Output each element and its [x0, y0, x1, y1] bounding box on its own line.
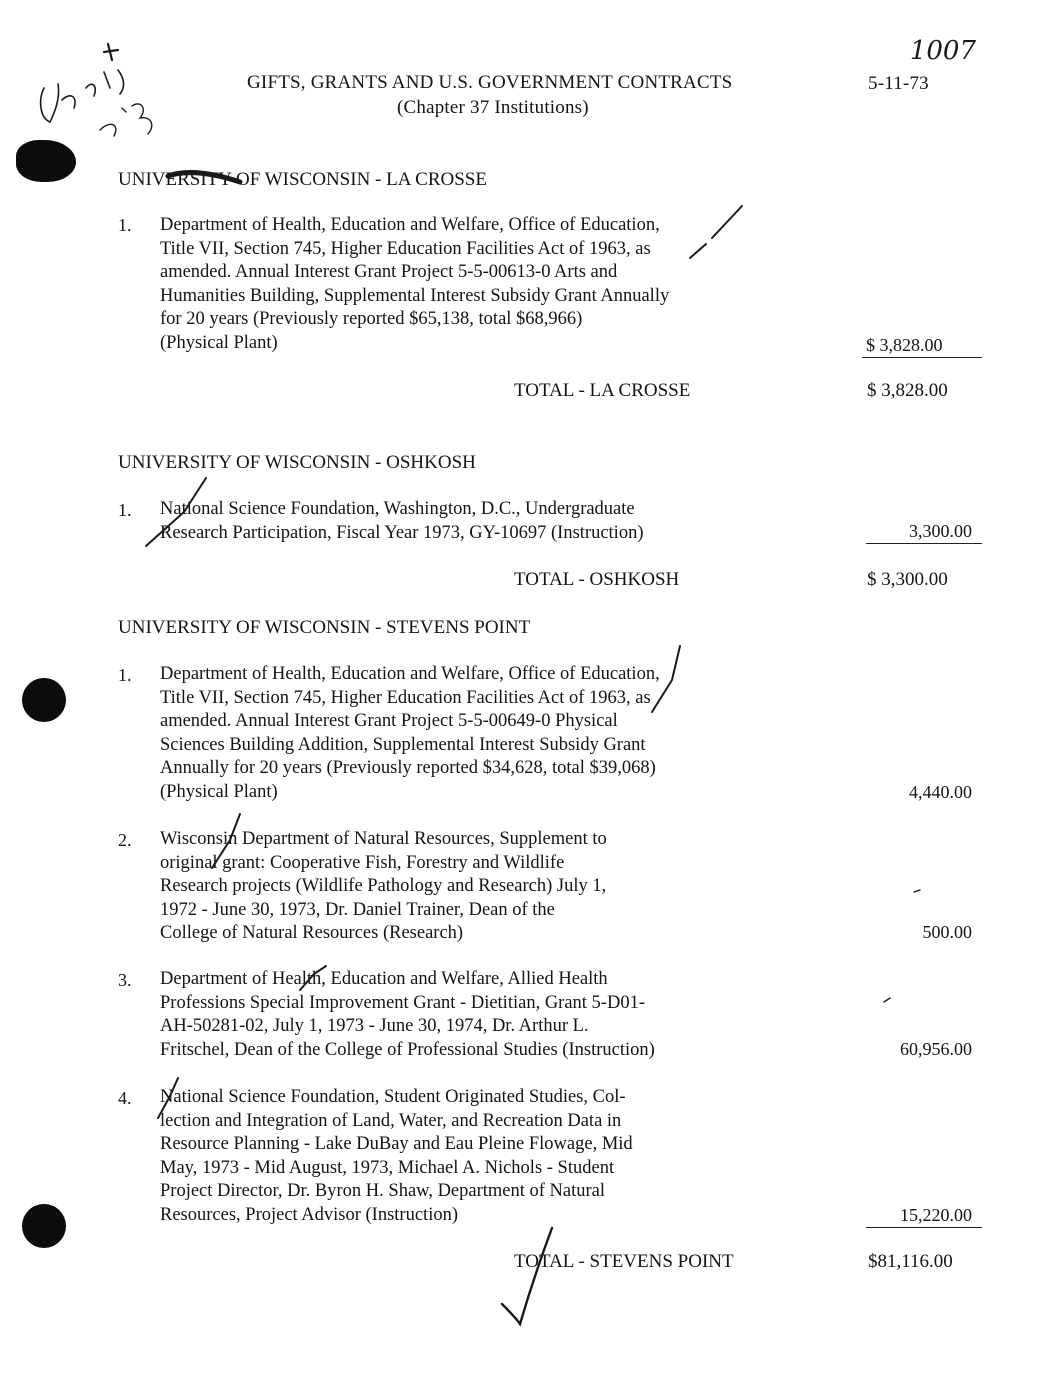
- section-heading-oshkosh: UNIVERSITY OF WISCONSIN - OSHKOSH: [118, 452, 476, 473]
- smudge: [168, 173, 240, 182]
- item-amount: 3,300.00: [862, 521, 982, 544]
- check-mark: [300, 966, 326, 990]
- item-number: 1.: [118, 500, 132, 520]
- item-amount: 500.00: [922, 922, 972, 942]
- stray-mark: [914, 890, 920, 892]
- document-subtitle: (Chapter 37 Institutions): [397, 97, 589, 118]
- check-mark: [146, 478, 206, 546]
- item-description: National Science Foundation, Student Originated Studies, Col- lection and Integration of Land, Water, and Recreation Data in Resource Planning - Lake DuBay and Eau Pleine Flowage, Mid May, 1973 - Mid August, 1973, Michael A. Nichols - Student Project Director, Dr. Byron H. Shaw, Department of Natural Resources, Project Advisor (Instruction): [160, 1087, 633, 1225]
- item-description: Wisconsin Department of Natural Resources, Supplement to original grant: Cooperative Fish, Forestry and Wildlife Research projects (Wildlife Pathology and Research) July 1, 1972 - June 30, 1973, Dr. Daniel Trainer, Dean of the College of Natural Resources (Research): [160, 829, 607, 943]
- check-mark: [212, 814, 240, 868]
- item-amount: $ 3,828.00: [862, 335, 982, 358]
- initials-scribble: [100, 104, 152, 136]
- section-total-amount: $81,116.00: [868, 1251, 953, 1272]
- stray-mark: [884, 998, 890, 1002]
- item-amount: 4,440.00: [909, 782, 972, 802]
- section-total-label: TOTAL - OSHKOSH: [514, 569, 680, 590]
- item-description: Department of Health, Education and Welfare, Allied Health Professions Special Improvement Grant - Dietitian, Grant 5-D01- AH-50281-02, July 1, 1973 - June 30, 1974, Dr. Arthur L. Fritschel, Dean of the College of Professional Studies (Instruction): [160, 969, 655, 1060]
- item-number: 3.: [118, 970, 132, 990]
- item-number: 1.: [118, 665, 132, 685]
- initials-scribble: [104, 44, 118, 60]
- item-number: 2.: [118, 830, 132, 850]
- section-heading-la-crosse: UNIVERSITY OF WISCONSIN - LA CROSSE: [118, 169, 487, 190]
- item-number: 1.: [118, 215, 132, 235]
- section-heading-stevens-point: UNIVERSITY OF WISCONSIN - STEVENS POINT: [118, 617, 531, 638]
- section-total-amount: $ 3,300.00: [867, 569, 948, 590]
- item-description: Department of Health, Education and Welfare, Office of Education, Title VII, Section 745, Higher Education Facilities Act of 1963, as amended. Annual Interest Grant Project 5-5-00649-0 Physical Sciences Building Addition, Supplemental Interest Subsidy Grant Annually for 20 years (Previously reported $34,628, total $39,068) (Physical Plant): [160, 664, 660, 802]
- check-mark: [158, 1078, 178, 1118]
- check-mark: [690, 244, 706, 258]
- initials-scribble: [41, 70, 124, 122]
- document-date: 5-11-73: [868, 73, 929, 94]
- item-amount: 60,956.00: [900, 1039, 972, 1059]
- item-description: Department of Health, Education and Welfare, Office of Education, Title VII, Section 745, Higher Education Facilities Act of 1963, as amended. Annual Interest Grant Project 5-5-00613-0 Arts and Humanities Building, Supplemental Interest Subsidy Grant Annually for 20 years (Previously reported $65,138, total $68,966) (Physical Plant): [160, 215, 670, 353]
- item-description: National Science Foundation, Washington, D.C., Undergraduate Research Participation, Fiscal Year 1973, GY-10697 (Instruction): [160, 499, 644, 543]
- document-title: GIFTS, GRANTS AND U.S. GOVERNMENT CONTRACTS: [247, 72, 733, 93]
- section-total-amount: $ 3,828.00: [867, 380, 948, 401]
- check-mark: [712, 206, 742, 238]
- check-mark: [502, 1228, 552, 1324]
- check-mark: [652, 646, 680, 712]
- section-total-label: TOTAL - LA CROSSE: [514, 380, 691, 401]
- section-total-label: TOTAL - STEVENS POINT: [514, 1251, 734, 1272]
- handwritten-page-number: 1007: [909, 36, 976, 66]
- item-amount: 15,220.00: [862, 1205, 982, 1228]
- item-number: 4.: [118, 1088, 132, 1108]
